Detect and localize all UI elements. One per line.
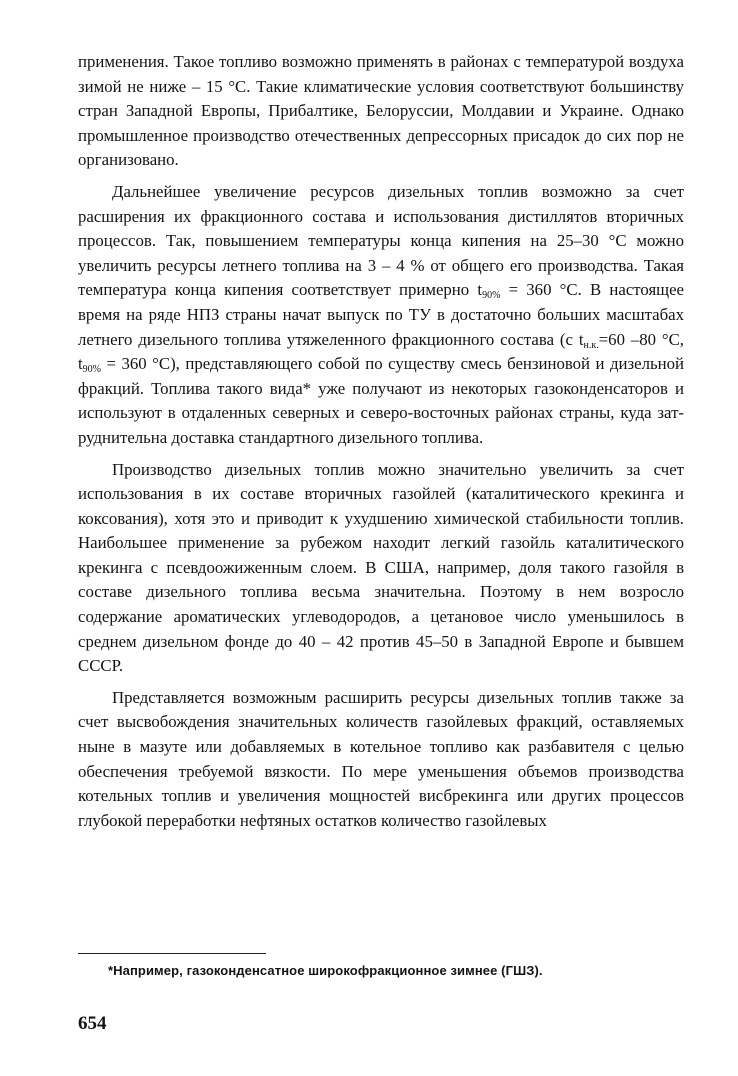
paragraph-text: Дальнейшее увеличение ресурсов дизельных топлив возможно за счет расширения их фракционного состава и использования дистиллятов вторичных процессов. Так, повышением температуры конца кипения на 25–30 °С можно увеличить ресурсы летнего топлива на 3 – 4 % от общего его производства. Такая температура конца кипения соответствует примерно t [78, 181, 684, 300]
paragraph-p1 [78, 50, 684, 173]
paragraph-p3 [78, 458, 684, 679]
paragraph-text: = 360 °С), представляющего собой по существу смесь бензиновой и дизельной фракций. Топлива такого вида* уже получают из некоторых газоконденсаторов и используют в отдаленных северных и северо-восточных районах страны, куда затруднительна доставка стандартного дизельного топлива. [78, 354, 684, 447]
paragraph-p2 [78, 180, 684, 451]
paragraph-text: применения. Такое топливо возможно применять в районах с температурой воздуха зимой не ниже – 15 °С. Такие климатические условия соответствуют большинству стран Западной Европы, Прибалтике, Белоруссии, Молдавии и Украине. Однако промышленное производство отечественных депрессорных присадок до сих пор не организовано. [78, 52, 684, 170]
subscript-text: 90% [482, 290, 501, 302]
paragraph-text: Производство дизельных топлив можно значительно увеличить за счет использования в их составе вторичных газойлей (каталитического крекинга и коксования), хотя это и приводит к ухудшению химической стабильности топлив. Наибольшее применение за рубежом находит легкий газойль каталитического крекинга с псевдоожиженным слоем. В США, например, доля такого газойля в составе дизельного топлива весьма значительна. Поэтому в нем возросло содержание ароматических углеводородов, а цетановое число уменьшилось в среднем дизельном фонде до 40 – 42 против 45–50 в Западной Европе и бывшем СССР. [78, 459, 684, 676]
subscript-text: 90% [82, 364, 102, 376]
paragraph-text: = 360 °С. В настоящее время на ряде НПЗ страны начат выпуск по ТУ в достаточно больших масштабах летнего дизельного топлива утяжеленного фракционного состава (с t [78, 280, 684, 349]
paragraph-p4 [78, 686, 684, 834]
footnote-divider [78, 953, 266, 954]
subscript-text: н.к. [583, 339, 599, 351]
paragraph-text: =60 –80 °С, t [78, 329, 684, 374]
footnote: *Например, газоконденсатное широкофракционное зимнее (ГШЗ). [108, 963, 543, 978]
document-body [78, 50, 684, 833]
paragraph-text: Представляется возможным расширить ресурсы дизельных топлив также за счет высвобождения значительных количеств газойлевых фракций, оставляемых ныне в мазуте или добавляемых в котельное топливо как разбавителя с целью обеспечения требуемой вязкости. По мере уменьшения объемов производства котельных топлив и увеличения мощностей висбрекинга или других процессов глубокой переработки нефтяных остатков количество газойлевых [78, 687, 684, 830]
page-number: 654 [78, 1013, 107, 1034]
